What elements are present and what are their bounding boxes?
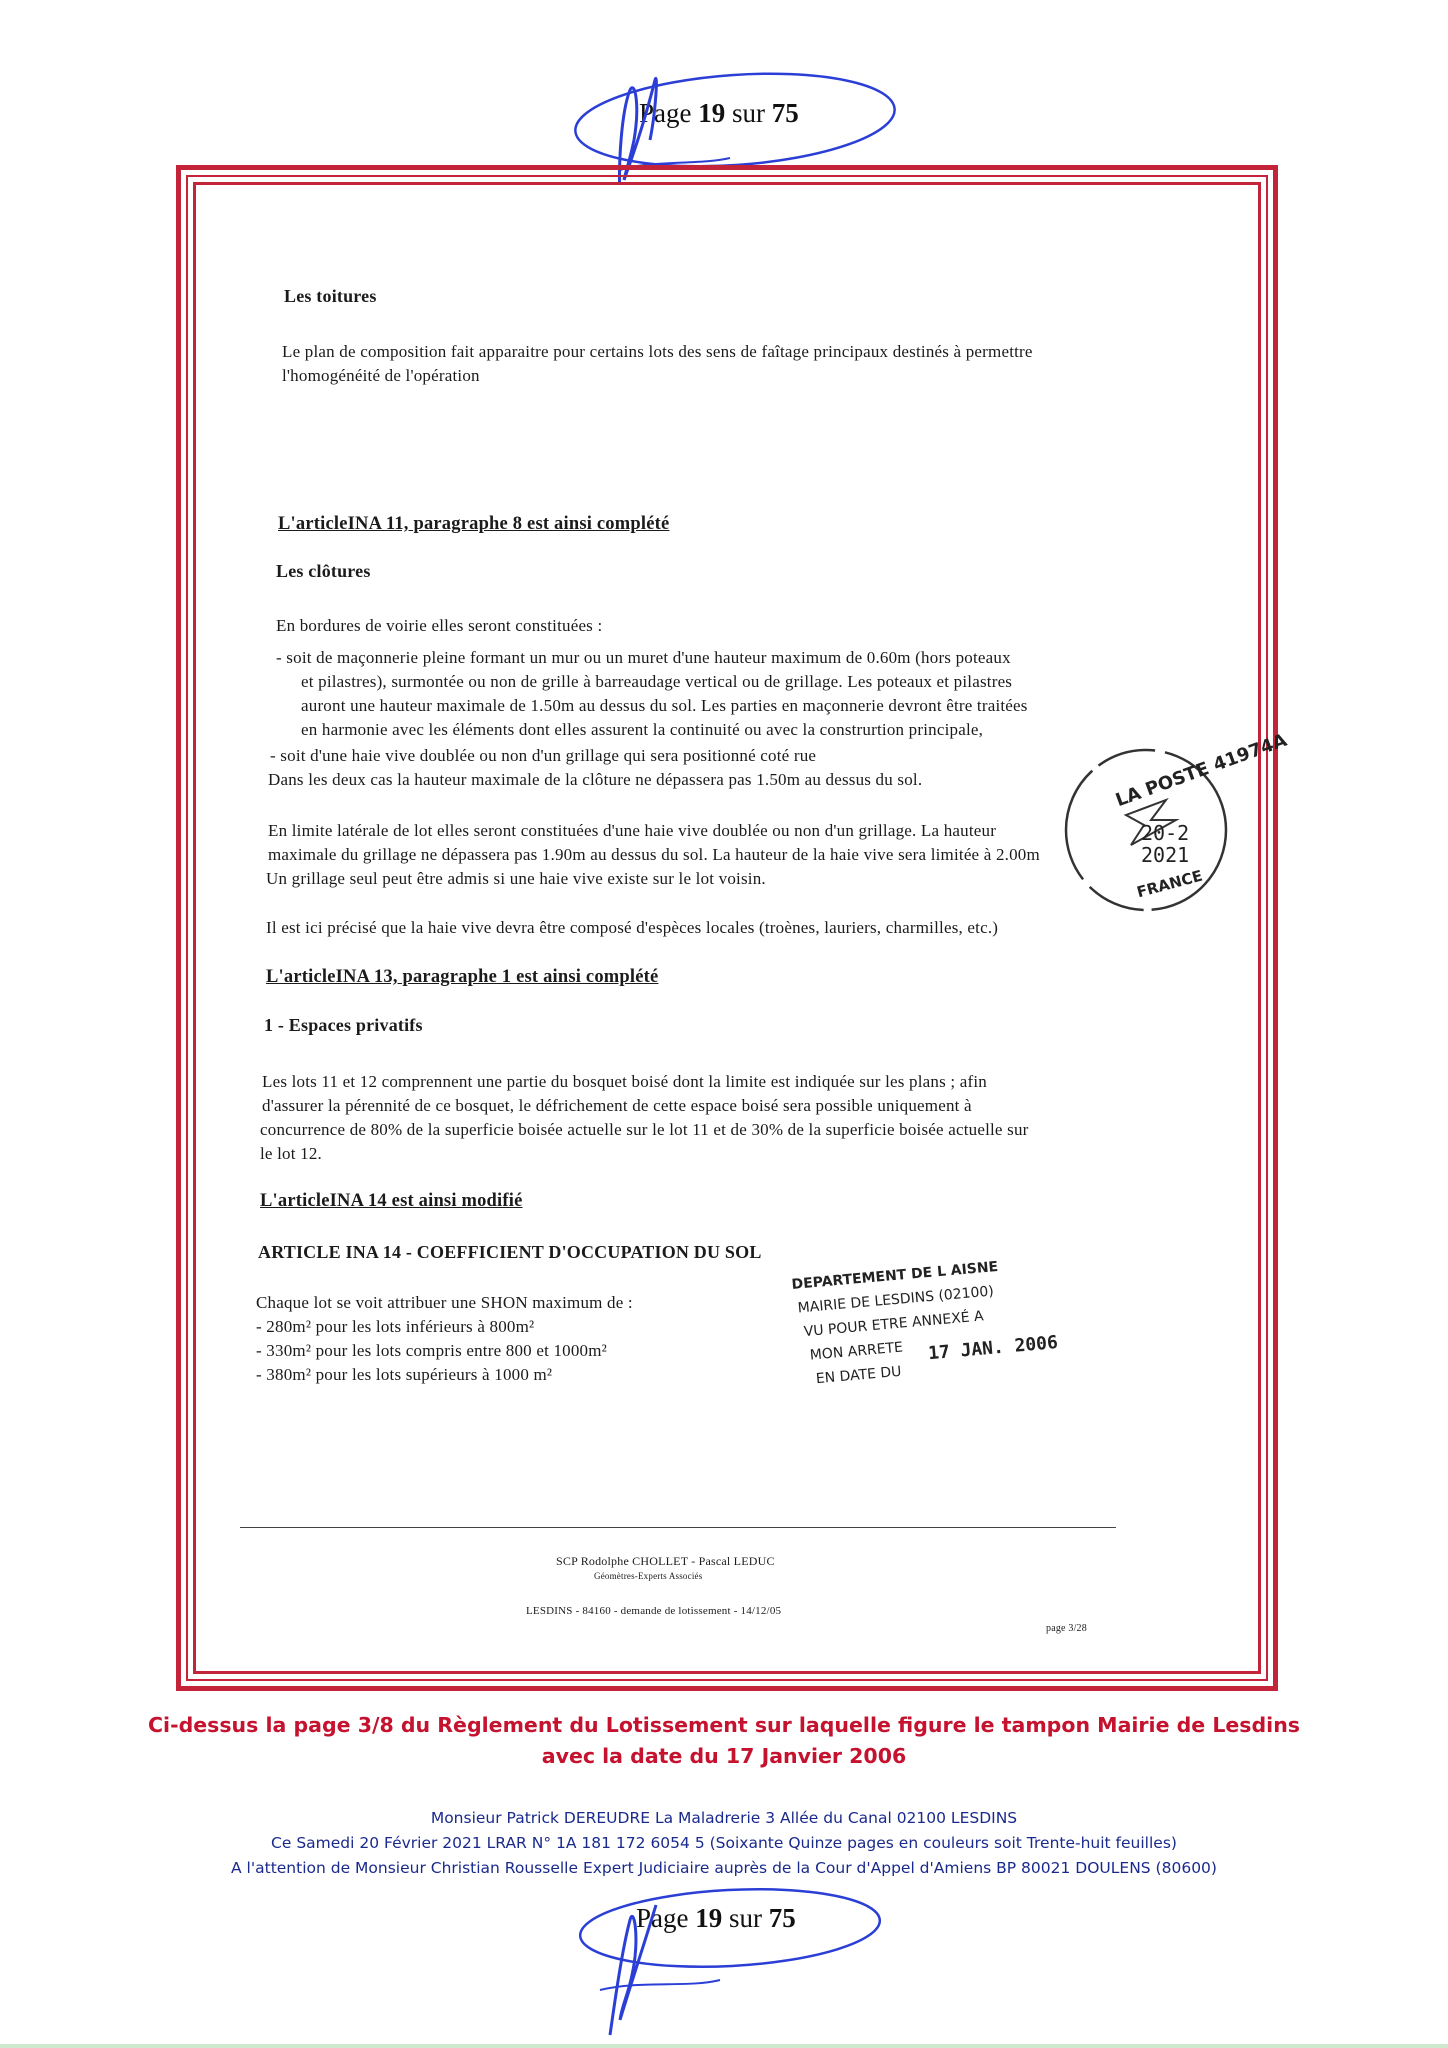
limite-line-3: Un grillage seul peut être admis si une haie vive existe sur le lot voisin. xyxy=(266,869,766,888)
espaces-line-2: d'assurer la pérennité de ce bosquet, le défrichement de cette espace boisé sera possible uniquement à xyxy=(262,1096,972,1115)
page-separator: sur xyxy=(731,98,765,128)
clotures-line-4: auront une hauteur maximale de 1.50m au dessus du sol. Les parties en maçonnerie devront être traitées xyxy=(301,696,1028,715)
toitures-title: Les toitures xyxy=(284,286,377,306)
espaces-title: 1 - Espaces privatifs xyxy=(264,1015,423,1035)
espaces-line-3: concurrence de 80% de la superficie boisée actuelle sur le lot 11 et de 30% de la superficie boisée actuelle sur xyxy=(260,1120,1029,1139)
page-label: Page xyxy=(639,98,692,128)
clotures-line-2: - soit de maçonnerie pleine formant un mur ou un muret d'une hauteur maximum de 0.60m (hors poteaux xyxy=(276,648,1011,667)
poste-stamp xyxy=(1056,729,1290,920)
shon-line-1: Chaque lot se voit attribuer une SHON maximum de : xyxy=(256,1293,633,1312)
page-current: 19 xyxy=(698,98,726,128)
mairie-stamp-line-1: DEPARTEMENT DE L AISNE xyxy=(791,1258,999,1293)
article13-heading: L'articleINA 13, paragraphe 1 est ainsi complété xyxy=(266,967,659,987)
info-line-attention: A l'attention de Monsieur Christian Rousselle Expert Judiciaire auprès de la Cour d'Appel d'Amiens BP 80021 DOULENS (80600) xyxy=(231,1859,1217,1877)
article14-heading: L'articleINA 14 est ainsi modifié xyxy=(260,1191,523,1211)
espaces-line-1: Les lots 11 et 12 comprennent une partie du bosquet boisé dont la limite est indiquée sur les plans ; afin xyxy=(262,1072,987,1091)
limite-line-1: En limite latérale de lot elles seront constituées d'une haie vive doublée ou non d'un grillage. La hauteur xyxy=(268,821,997,840)
page-label: Page xyxy=(636,1903,689,1933)
mairie-stamp-line-4: MON ARRETE xyxy=(809,1339,904,1364)
mairie-stamp-date: 17 JAN. 2006 xyxy=(927,1332,1059,1365)
toitures-line-2: l'homogénéité de l'opération xyxy=(282,366,480,385)
mairie-stamp-line-2: MAIRIE DE LESDINS (02100) xyxy=(797,1283,995,1317)
shon-line-2: - 280m² pour les lots inférieurs à 800m² xyxy=(256,1317,535,1336)
page-total: 75 xyxy=(771,98,799,128)
footer-ref: LESDINS - 84160 - demande de lotissement - 14/12/05 xyxy=(526,1605,782,1617)
espaces-line-4: le lot 12. xyxy=(260,1144,322,1163)
mairie-stamp-line-5: EN DATE DU xyxy=(815,1363,903,1388)
article14-title: ARTICLE INA 14 - COEFFICIENT D'OCCUPATION DU SOL xyxy=(258,1242,762,1262)
toitures-line-1: Le plan de composition fait apparaitre pour certains lots des sens de faîtage principaux destinés à permettre xyxy=(282,342,1033,361)
footer-page: page 3/28 xyxy=(1046,1623,1087,1634)
clotures-line-5: en harmonie avec les éléments dont elles assurent la continuité ou avec la construrtion principale, xyxy=(301,720,984,739)
limite-line-2: maximale du grillage ne dépassera pas 1.90m au dessus du sol. La hauteur de la haie vive sera limitée à 2.00m xyxy=(268,845,1040,864)
mairie-stamp xyxy=(791,1251,1103,1427)
footer-firm-sub: Géomètres-Experts Associés xyxy=(594,1571,703,1581)
clotures-line-3: et pilastres), surmontée ou non de grille à barreaudage vertical ou de grillage. Les poteaux et pilastres xyxy=(301,672,1013,691)
poste-stamp-top: LA POSTE 41974A xyxy=(1112,729,1290,812)
clotures-line-6: - soit d'une haie vive doublée ou non d'un grillage qui sera positionné coté rue xyxy=(270,746,817,765)
clotures-title: Les clôtures xyxy=(276,561,371,581)
info-line-sender: Monsieur Patrick DEREUDRE La Maladrerie 3 Allée du Canal 02100 LESDINS xyxy=(430,1809,1018,1827)
caption-line-2: avec la date du 17 Janvier 2006 xyxy=(541,1744,907,1768)
page-bottom-edge xyxy=(0,2044,1448,2048)
caption-line-1: Ci-dessus la page 3/8 du Règlement du Lotissement sur laquelle figure le tampon Mairie de Lesdins xyxy=(148,1713,1300,1737)
poste-stamp-bottom: FRANCE xyxy=(1134,866,1205,902)
mairie-stamp-line-3: VU POUR ETRE ANNEXÉ A xyxy=(803,1308,985,1341)
signature-bottom xyxy=(560,1880,900,2040)
footer-firm: SCP Rodolphe CHOLLET - Pascal LEDUC xyxy=(556,1554,775,1568)
info-line-lrar: Ce Samedi 20 Février 2021 LRAR N° 1A 181 172 6054 5 (Soixante Quinze pages en couleurs soit Trente-huit feuilles) xyxy=(271,1834,1177,1852)
article11-heading: L'articleINA 11, paragraphe 8 est ainsi complété xyxy=(278,514,670,534)
page-current: 19 xyxy=(695,1903,723,1933)
clotures-line-1: En bordures de voirie elles seront constituées : xyxy=(276,616,603,635)
shon-line-4: - 380m² pour les lots supérieurs à 1000 m² xyxy=(256,1365,553,1384)
page-separator: sur xyxy=(728,1903,762,1933)
clotures-line-7: Dans les deux cas la hauteur maximale de la clôture ne dépassera pas 1.50m au dessus du sol. xyxy=(268,770,923,789)
poste-stamp-date: 20-2 2021 xyxy=(1141,821,1190,867)
precise-line: Il est ici précisé que la haie vive devra être composé d'espèces locales (troènes, lauriers, charmilles, etc.) xyxy=(266,918,999,937)
page-total: 75 xyxy=(768,1903,796,1933)
footer-rule xyxy=(240,1527,1116,1528)
scanned-document xyxy=(196,185,1290,1671)
shon-line-3: - 330m² pour les lots compris entre 800 et 1000m² xyxy=(256,1341,607,1360)
